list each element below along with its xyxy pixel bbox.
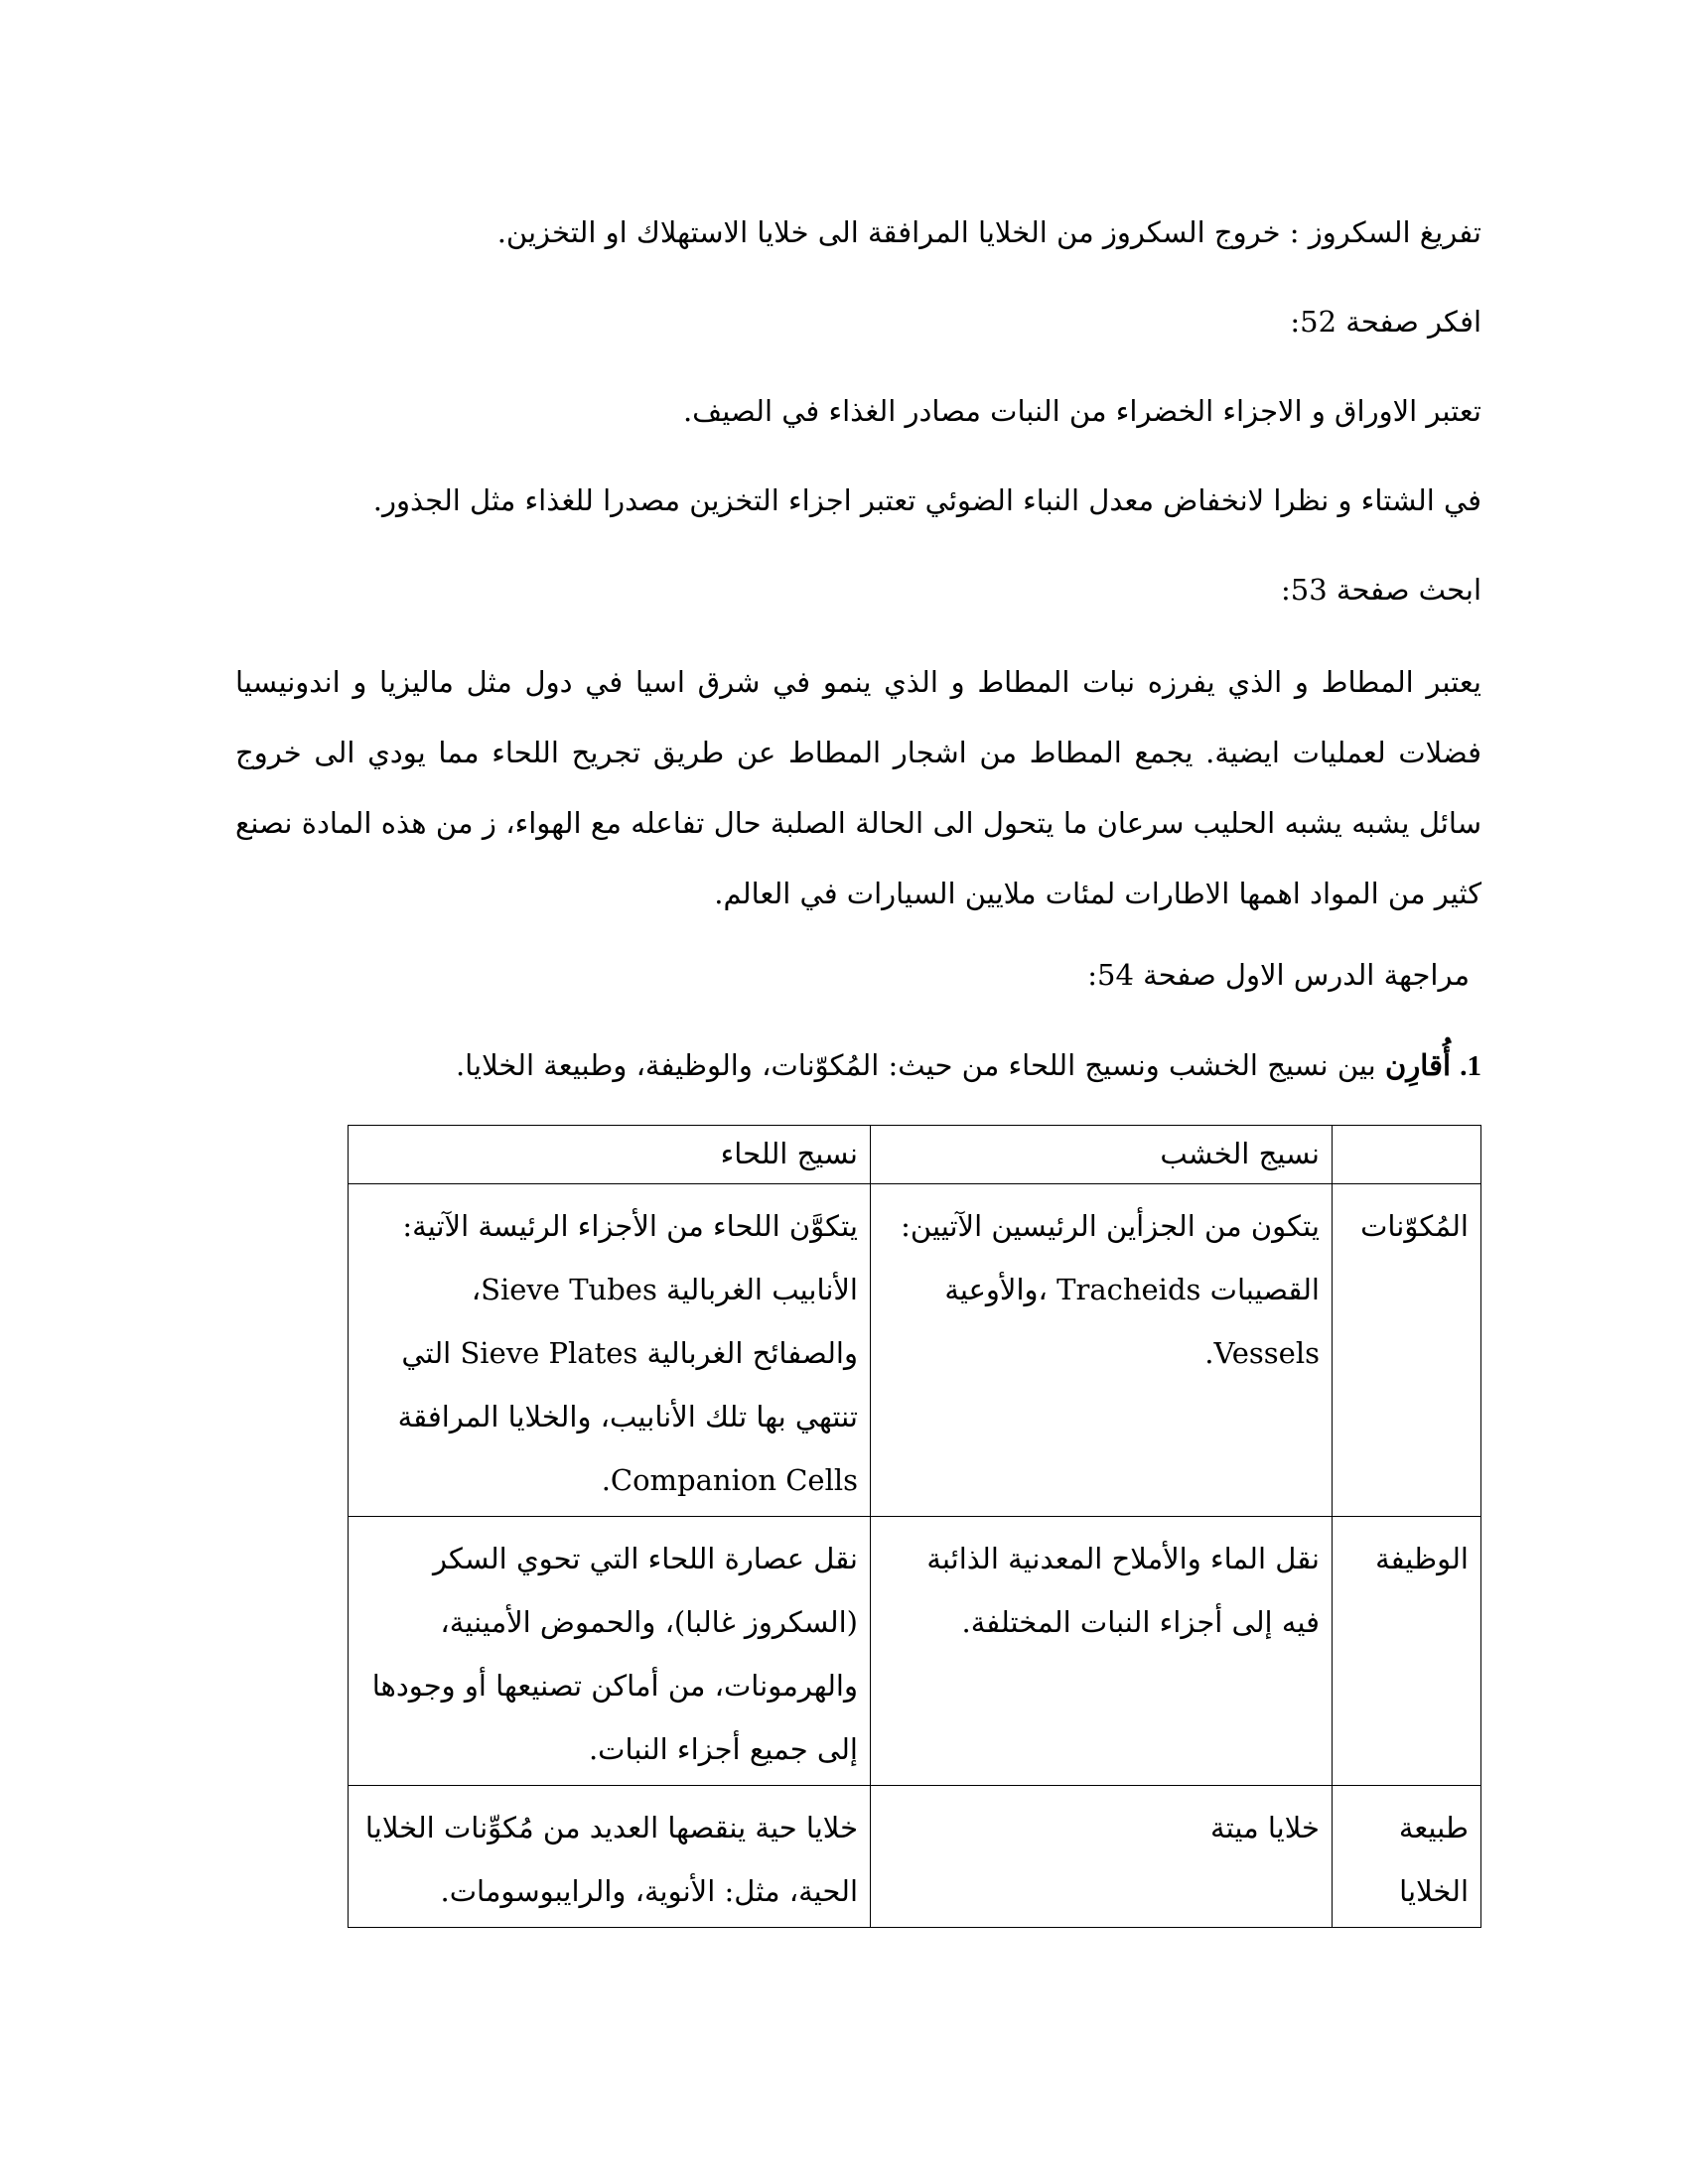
table-row-cell-nature <box>349 1786 1481 1928</box>
header-empty-cell <box>1333 1126 1481 1184</box>
comparison-table <box>348 1125 1481 1928</box>
row-label-components: المُكوّنات <box>1333 1184 1481 1517</box>
xylem-components: يتكون من الجزأين الرئيسين الآتيين: القصيبات Tracheids ،والأوعية Vessels. <box>871 1184 1333 1517</box>
sucrose-unloading-line: تفريغ السكروز : خروج السكروز من الخلايا المرافقة الى خلايا الاستهلاك او التخزين. <box>496 215 1481 249</box>
table-header-row <box>349 1126 1481 1184</box>
question-number: 1. <box>1460 1050 1481 1082</box>
question-verb: أُقارِن <box>1384 1048 1452 1082</box>
phloem-cell-nature: خلايا حية ينقصها العديد من مُكوِّنات الخلايا الحية، مثل: الأنوية، والرايبوسومات. <box>349 1786 871 1928</box>
row-label-function: الوظيفة <box>1333 1517 1481 1786</box>
header-phloem: نسيج اللحاء <box>349 1126 871 1184</box>
think-heading: افكر صفحة 52: <box>1290 305 1481 339</box>
rubber-paragraph: يعتبر المطاط و الذي يفرزه نبات المطاط و الذي ينمو في شرق اسيا في دول مثل ماليزيا و اندونيسيا فضلات لعمليات ايضية. يجمع المطاط من اشجار المطاط عن طريق تجريح اللحاء مما يودي الى خروج سائل يشبه يشبه الحليب سرعان ما يتحول الى الحالة الصلبة حال تفاعله مع الهواء، ز من هذه المادة نصنع كثير من المواد اهمها الاطارات لمئات ملايين السيارات في العالم. <box>235 665 1481 910</box>
winter-storage-line: في الشتاء و نظرا لانخفاض معدل النباء الضوئي تعتبر اجزاء التخزين مصدرا للغذاء مثل الجذور. <box>372 483 1481 517</box>
leaves-summer-line: تعتبر الاوراق و الاجزاء الخضراء من النبات مصادر الغذاء في الصيف. <box>682 394 1481 428</box>
table-row-components <box>349 1184 1481 1517</box>
row-label-cell-nature: طبيعة الخلايا <box>1333 1786 1481 1928</box>
table-row-function <box>349 1517 1481 1786</box>
header-xylem: نسيج الخشب <box>871 1126 1333 1184</box>
phloem-components: يتكوَّن اللحاء من الأجزاء الرئيسة الآتية: الأنابيب الغربالية Sieve Tubes، والصفائح الغربالية Sieve Plates التي تنتهي بها تلك الأنابيب، والخلايا المرافقة Companion Cells. <box>349 1184 871 1517</box>
review-heading: مراجهة الدرس الاول صفحة 54: <box>1087 958 1470 992</box>
xylem-cell-nature: خلايا ميتة <box>871 1786 1333 1928</box>
xylem-function: نقل الماء والأملاح المعدنية الذائبة فيه إلى أجزاء النبات المختلفة. <box>871 1517 1333 1786</box>
research-heading: ابحث صفحة 53: <box>1280 573 1481 607</box>
phloem-function: نقل عصارة اللحاء التي تحوي السكر (السكروز غالبا)، والحموض الأمينية، والهرمونات، من أماكن تصنيعها أو وجودها إلى جميع أجزاء النبات. <box>349 1517 871 1786</box>
question-line <box>456 1045 1481 1086</box>
question-text: بين نسيج الخشب ونسيج اللحاء من حيث: المُكوّنات، والوظيفة، وطبيعة الخلايا. <box>455 1048 1385 1082</box>
